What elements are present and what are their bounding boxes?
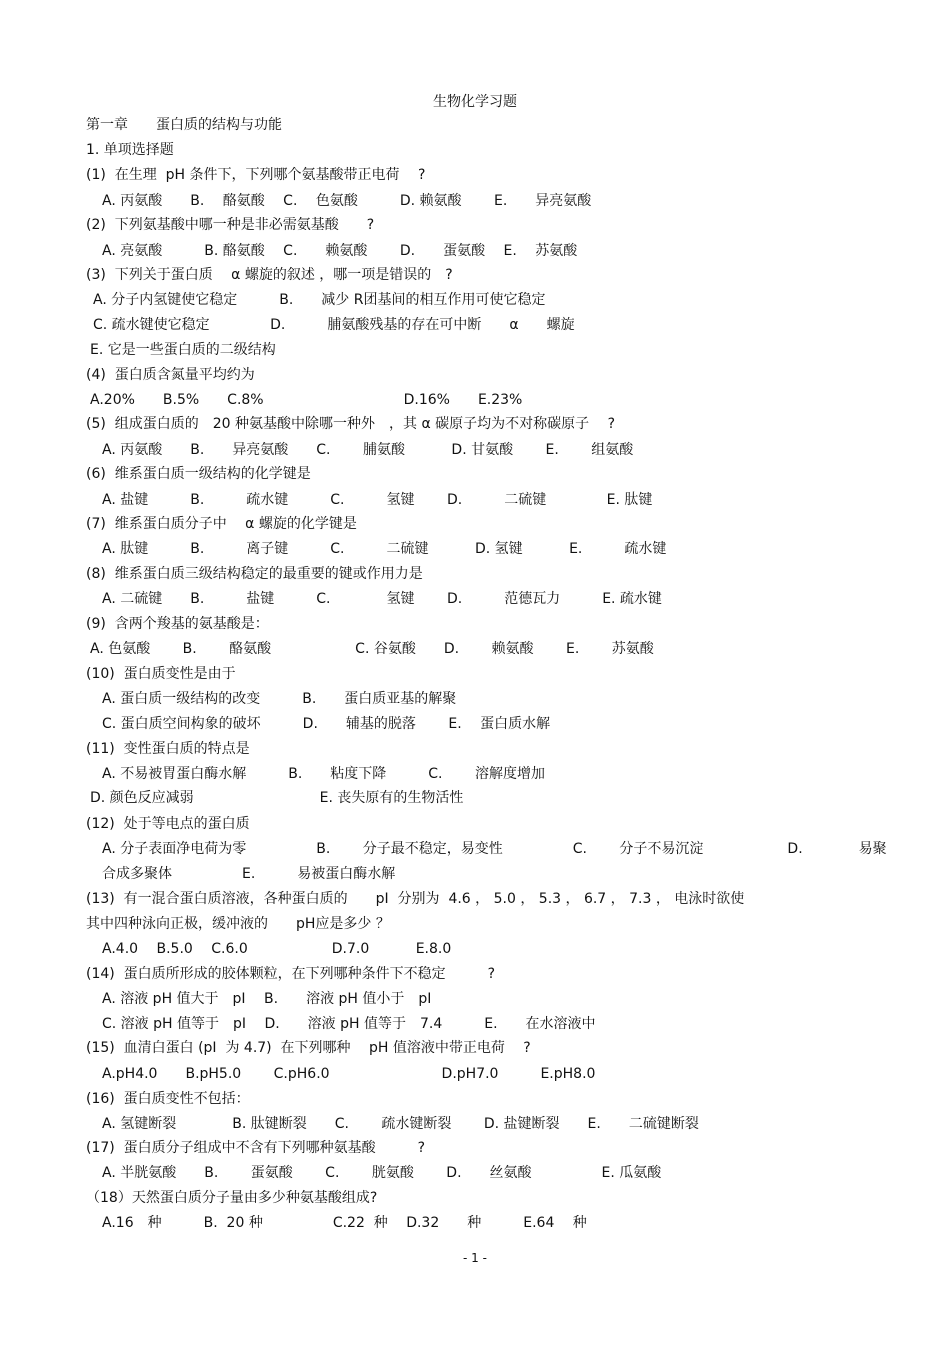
question-18: （18）天然蛋白质分子量由多少种氨基酸组成? [86,1190,378,1206]
options-14-line-2: C. 溶液 pH 值等于 pI D. 溶液 pH 值等于 7.4 E. 在水溶液中 [102,1016,596,1032]
question-16: (16) 蛋白质变性不包括： [86,1091,250,1107]
options-2: A. 亮氨酸 B. 酪氨酸 C. 赖氨酸 D. 蛋氨酸 E. 苏氨酸 [102,243,578,259]
question-14: (14) 蛋白质所形成的胶体颗粒，在下列哪种条件下不稳定 ? [86,966,496,982]
options-11-line-1: A. 不易被胃蛋白酶水解 B. 粘度下降 C. 溶解度增加 [102,766,545,782]
options-12-line-2: 合成多聚体 E. 易被蛋白酶水解 [102,866,396,882]
options-16: A. 氢键断裂 B. 肽键断裂 C. 疏水键断裂 D. 盐键断裂 E. 二硫键断裂 [102,1116,699,1132]
question-3: (3) 下列关于蛋白质 α 螺旋的叙述 ，哪一项是错误的 ? [86,267,453,283]
question-5: (5) 组成蛋白质的 20 种氨基酸中除哪一种外 ，其 α 碳原子均为不对称碳原子 ? [86,416,616,432]
question-13-line-2: 其中四种泳向正极，缓冲液的 pH应是多少 ？ [86,916,390,932]
options-14-line-1: A. 溶液 pH 值大于 pI B. 溶液 pH 值小于 pI [102,991,432,1007]
options-10-line-2: C. 蛋白质空间构象的破坏 D. 辅基的脱落 E. 蛋白质水解 [102,716,551,732]
options-6: A. 盐键 B. 疏水键 C. 氢键 D. 二硫键 E. 肽键 [102,492,653,508]
options-18: A.16 种 B. 20 种 C.22 种 D.32 种 E.64 种 [102,1215,587,1231]
options-9: A. 色氨酸 B. 酪氨酸 C. 谷氨酸 D. 赖氨酸 E. 苏氨酸 [90,641,654,657]
question-8: (8) 维系蛋白质三级结构稳定的最重要的键或作用力是 [86,566,423,582]
options-17: A. 半胱氨酸 B. 蛋氨酸 C. 胱氨酸 D. 丝氨酸 E. 瓜氨酸 [102,1165,662,1181]
options-15: A.pH4.0 B.pH5.0 C.pH6.0 D.pH7.0 E.pH8.0 [102,1066,596,1082]
options-3-line-1: A. 分子内氢键使它稳定 B. 减少 R团基间的相互作用可使它稳定 [93,292,546,308]
options-10-line-1: A. 蛋白质一级结构的改变 B. 蛋白质亚基的解聚 [102,691,457,707]
chapter-heading: 第一章 蛋白质的结构与功能 [86,117,282,133]
question-17: (17) 蛋白质分子组成中不含有下列哪种氨基酸 ? [86,1140,426,1156]
options-3-line-3: E. 它是一些蛋白质的二级结构 [90,342,276,358]
question-12: (12) 处于等电点的蛋白质 [86,816,250,832]
options-11-line-2: D. 颜色反应减弱 E. 丧失原有的生物活性 [90,790,464,806]
document-title: 生物化学习题 [433,94,517,110]
options-12-line-1: A. 分子表面净电荷为零 B. 分子最不稳定，易变性 C. 分子不易沉淀 D. 易聚 [102,841,887,857]
question-11: (11) 变性蛋白质的特点是 [86,741,250,757]
question-2: (2) 下列氨基酸中哪一种是非必需氨基酸 ? [86,217,375,233]
options-13: A.4.0 B.5.0 C.6.0 D.7.0 E.8.0 [102,941,452,957]
page-number: - 1 - [463,1251,487,1265]
section-heading: 1. 单项选择题 [86,142,174,158]
options-3-line-2: C. 疏水键使它稳定 D. 脯氨酸残基的存在可中断 α 螺旋 [93,317,575,333]
question-9: (9) 含两个羧基的氨基酸是： [86,616,269,632]
question-6: (6) 维系蛋白质一级结构的化学键是 [86,466,311,482]
options-7: A. 肽键 B. 离子键 C. 二硫键 D. 氢键 E. 疏水键 [102,541,667,557]
options-8: A. 二硫键 B. 盐键 C. 氢键 D. 范德瓦力 E. 疏水键 [102,591,662,607]
question-13-line-1: (13) 有一混合蛋白质溶液，各种蛋白质的 pI 分别为 4.6 ， 5.0 ， 5.3 ， 6.7 ， 7.3 ， 电泳时欲使 [86,891,745,907]
question-7: (7) 维系蛋白质分子中 α 螺旋的化学键是 [86,516,357,532]
question-10: (10) 蛋白质变性是由于 [86,666,236,682]
options-4: A.20% B.5% C.8% D.16% E.23% [90,392,523,408]
options-1: A. 丙氨酸 B. 酪氨酸 C. 色氨酸 D. 赖氨酸 E. 异亮氨酸 [102,193,592,209]
question-4: (4) 蛋白质含氮量平均约为 [86,367,255,383]
options-5: A. 丙氨酸 B. 异亮氨酸 C. 脯氨酸 D. 甘氨酸 E. 组氨酸 [102,442,634,458]
question-15: (15) 血清白蛋白 (pI 为 4.7) 在下列哪种 pH 值溶液中带正电荷 ? [86,1040,531,1056]
question-1: (1) 在生理 pH 条件下，下列哪个氨基酸带正电荷 ? [86,167,426,183]
